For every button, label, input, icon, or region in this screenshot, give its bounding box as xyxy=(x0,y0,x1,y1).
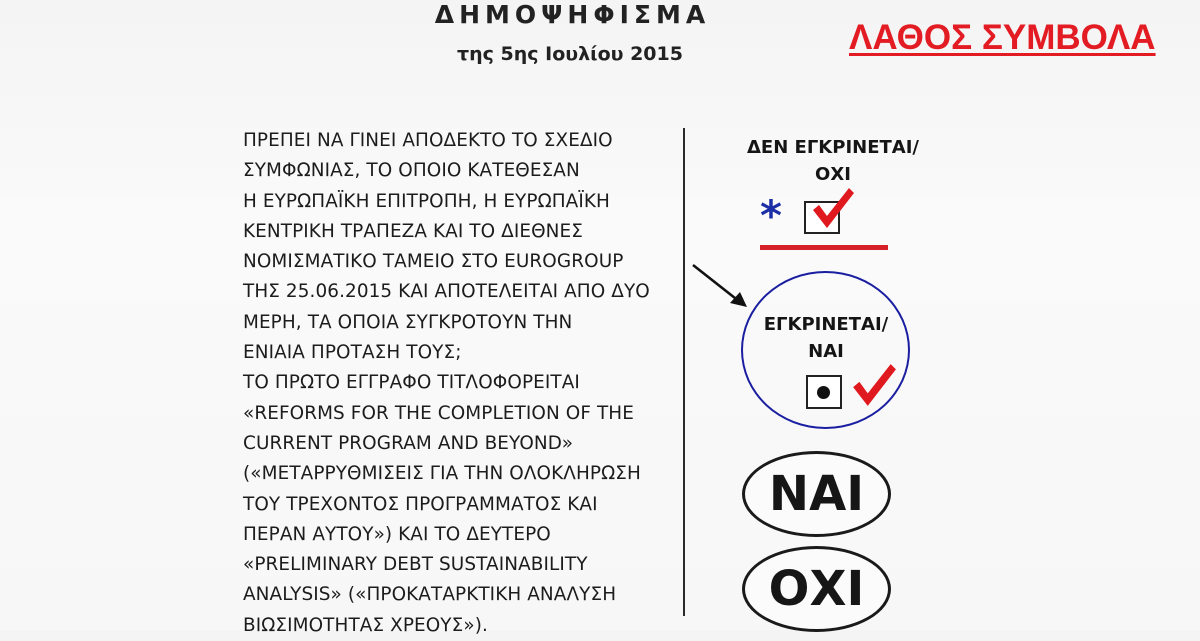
question-line: ΕΝΙΑΙΑ ΠΡΟΤΑΣΗ ΤΟΥΣ; xyxy=(243,342,462,364)
question-line: ΚΕΝΤΡΙΚΗ ΤΡΑΠΕΖΑ ΚΑΙ ΤΟ ΔΙΕΘΝΕΣ xyxy=(243,220,583,242)
ballot-date: της 5ης Ιουλίου 2015 xyxy=(457,43,683,65)
question-line: CURRENT PROGRAM AND BEYOND» xyxy=(243,432,574,454)
no-option-label-line1: ΔΕΝ ΕΓΚΡΙΝΕΤΑΙ/ xyxy=(746,137,919,158)
question-line: «PRELIMINARY DEBT SUSTAINABILITY xyxy=(243,554,588,576)
yes-option-label-line1: ΕΓΚΡΙΝΕΤΑΙ/ xyxy=(763,314,889,335)
no-option-label-line2: ΟΧΙ xyxy=(815,164,851,185)
yes-option-label xyxy=(741,311,911,365)
question-line: ΝΟΜΙΣΜΑΤΙΚΟ ΤΑΜΕΙΟ ΣΤΟ EUROGROUP xyxy=(243,251,624,273)
yes-option-label-line2: ΝΑΙ xyxy=(808,341,844,362)
question-line: ΤΟ ΠΡΩΤΟ ΕΓΓΡΑΦΟ ΤΙΤΛΟΦΟΡΕΙΤΑΙ xyxy=(243,372,580,394)
question-line: («ΜΕΤΑΡΡΥΘΜΙΣΕΙΣ ΓΙΑ ΤΗΝ ΟΛΟΚΛΗΡΩΣΗ xyxy=(243,463,641,485)
question-line: ΒΙΩΣΙΜΟΤΗΤΑΣ ΧΡΕΟΥΣ»). xyxy=(243,614,488,636)
question-text xyxy=(243,126,668,641)
star-icon: * xyxy=(760,191,782,240)
no-option-label xyxy=(728,134,938,188)
error-label: ΛΑΘΟΣ ΣΥΜΒΟΛΑ xyxy=(849,18,1156,57)
question-line: «REFORMS FOR THE COMPLETION OF THE xyxy=(243,402,634,424)
question-line: ΠΡΕΠΕΙ ΝΑ ΓΙΝΕΙ ΑΠΟΔΕΚΤΟ ΤΟ ΣΧΕΔΙΟ xyxy=(243,130,613,151)
question-line: ΤΗΣ 25.06.2015 ΚΑΙ ΑΠΟΤΕΛΕΙΤΑΙ ΑΠΟ ΔΥΟ xyxy=(243,281,650,303)
filled-dot-icon xyxy=(817,386,830,399)
check-mark-icon xyxy=(810,186,856,230)
yes-symbol-oval: ΝΑΙ xyxy=(742,451,891,537)
arrow-icon xyxy=(690,262,752,312)
question-line: ΤΟΥ ΤΡΕΧΟΝΤΟΣ ΠΡΟΓΡΑΜΜΑΤΟΣ ΚΑΙ xyxy=(243,493,598,515)
yes-checkbox[interactable] xyxy=(806,375,842,409)
question-line: ANALYSIS» («ΠΡΟΚΑΤΑΡΚΤΙΚΗ ΑΝΑΛΥΣΗ xyxy=(243,584,617,606)
ballot-title: ΔΗΜΟΨΗΦΙΣΜΑ xyxy=(434,0,711,29)
no-symbol-oval: ΟΧΙ xyxy=(742,546,891,632)
question-line: ΠΕΡΑΝ ΑΥΤΟΥ») ΚΑΙ ΤΟ ΔΕΥΤΕΡΟ xyxy=(243,523,551,545)
red-underline xyxy=(760,245,888,250)
question-line: Η ΕΥΡΩΠΑΪΚΗ ΕΠΙΤΡΟΠΗ, Η ΕΥΡΩΠΑΪΚΗ xyxy=(243,190,610,212)
question-line: ΣΥΜΦΩΝΙΑΣ, ΤΟ ΟΠΟΙΟ ΚΑΤΕΘΕΣΑΝ xyxy=(243,160,580,182)
question-line: ΜΕΡΗ, ΤΑ ΟΠΟΙΑ ΣΥΓΚΡΟΤΟΥΝ ΤΗΝ xyxy=(243,311,573,333)
column-divider xyxy=(683,128,685,616)
check-mark-icon xyxy=(850,362,898,408)
